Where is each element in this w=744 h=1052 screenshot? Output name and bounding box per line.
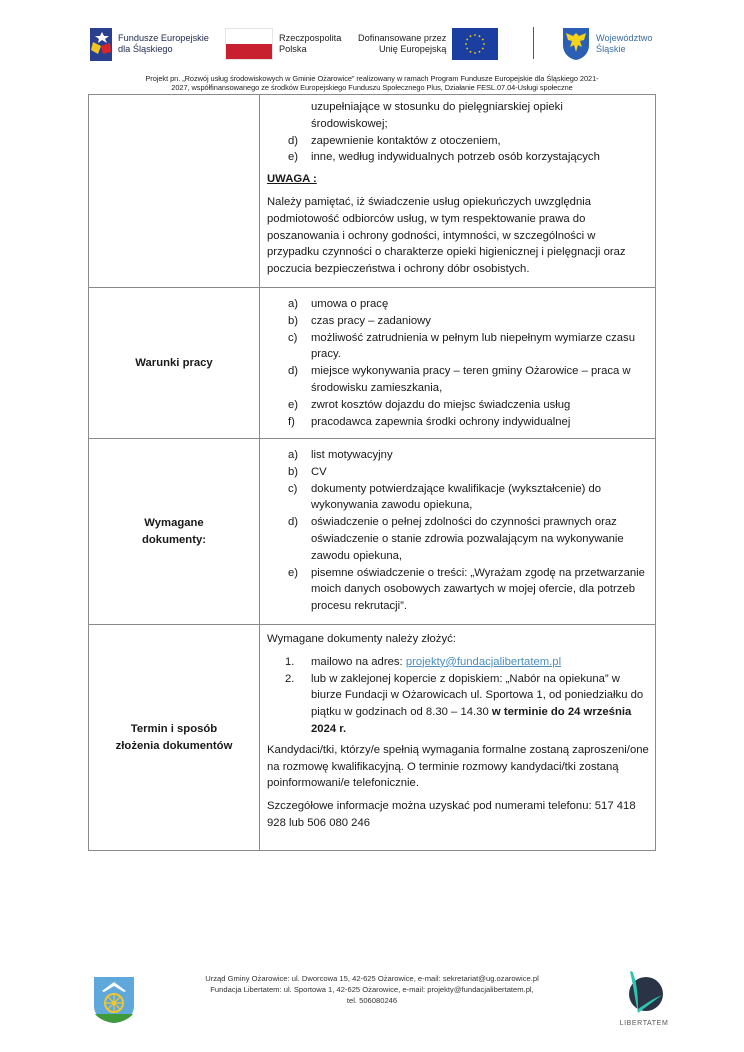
label-line-2: dokumenty: (141, 533, 207, 546)
label-line-1: Wymagane (144, 516, 204, 529)
required-documents-list (267, 447, 649, 615)
logo-divider (533, 27, 534, 59)
table-row-required-documents (89, 439, 656, 625)
list-item: d) miejsce wykonywania pracy – teren gminy Ożarowice – praca w środowisku zamieszkania, (288, 365, 631, 394)
footer-line-2: Fundacja Libertatem: ul. Sportowa 1, 42-625 Ożarowice, e-mail: projekty@fundacjalibertatem.pl, (210, 984, 534, 994)
list-item: d) oświadczenie o pełnej zdolności do czynności prawnych oraz oświadczenie o stanie zdrowia pozwalającym na wykonywanie zawodu opiekuna, (288, 516, 624, 562)
libertatem-mark-icon (624, 969, 664, 1017)
list-item: c) możliwość zatrudnienia w pełnym lub niepełnym wymiarze czasu pracy. (288, 331, 635, 361)
uwaga-heading: UWAGA : (267, 173, 317, 186)
list-item-email: 1. mailowo na adres: projekty@fundacjalibertatem.pl (285, 655, 562, 668)
label-line-2: złożenia dokumentów (115, 739, 233, 752)
row-content-working-conditions (260, 288, 656, 439)
fe-logo-line1: Fundusze Europejskie (118, 33, 209, 43)
eu-logo-line1: Dofinansowane przez (358, 33, 447, 43)
silesian-eagle-shield-icon (562, 27, 590, 61)
header-logos (0, 24, 744, 64)
fundusze-europejskie-logo (90, 24, 209, 64)
rzeczpospolita-logo (225, 24, 341, 64)
working-conditions-list (267, 296, 649, 430)
list-item: c) dokumenty potwierdzające kwalifikacje (wykształcenie) do wykonywania zawodu opiekuna, (288, 482, 602, 512)
submission-intro: Wymagane dokumenty należy złożyć: (267, 633, 456, 645)
list-item: a) umowa o pracę (288, 298, 389, 310)
email-link[interactable]: projekty@fundacjalibertatem.pl (405, 655, 562, 668)
eu-flag-icon (452, 28, 498, 60)
project-description (40, 74, 704, 93)
eu-logo-line2: Unię Europejską (378, 44, 447, 54)
duties-list (267, 99, 649, 166)
label-line-1: Termin i sposób (130, 722, 218, 735)
polish-flag-icon (225, 28, 273, 60)
row-content-required-documents (260, 439, 656, 625)
list-item-envelope: 2. lub w zaklejonej kopercie z dopiskiem: „Nabór na opiekuna” w biurze Fundacji w Ożarowicach ul. Sportowa 1, od poniedziałku do piątku w godzinach od 8.30 – 14.30 w terminie do 24 września 2024 r. (285, 672, 644, 735)
eu-logo (358, 24, 498, 64)
table-row-working-conditions (89, 288, 656, 439)
deadline-text: w terminie do 24 września 2024 r. (311, 706, 632, 735)
pl-logo-line1: Rzeczpospolita (279, 33, 342, 43)
list-item: d) zapewnienie kontaktów z otoczeniem, (288, 134, 501, 147)
row-content-duties (260, 95, 656, 288)
fe-star-icon (90, 28, 112, 61)
footer-line-1: Urząd Gminy Ożarowice: ul. Dworcowa 15, 42-625 Ożarowice, e-mail: sekretariat@ug.ozarowice.pl (205, 974, 539, 983)
list-item: uzupełniające w stosunku do pielęgniarskiej opieki (311, 101, 563, 113)
footer-line-3: tel. 506080246 (346, 995, 398, 1005)
list-item: środowiskowej; (311, 117, 388, 130)
sl-logo-line2: Śląskie (596, 44, 626, 54)
libertatem-logo (614, 969, 674, 1031)
row-label-required-documents (89, 439, 260, 625)
candidates-info: Kandydaci/tki, którzy/e spełnią wymagania formalne zostaną zaproszeni/one na rozmowę kwalifikacyjną. O terminie rozmowy kandydaci/tki zostaną poinformowani/e telefonicznie. (267, 743, 649, 790)
ozarowice-crest-icon (93, 976, 135, 1024)
row-label-empty (89, 95, 260, 288)
fe-logo-line2: dla Śląskiego (118, 44, 173, 54)
list-item: b) czas pracy – zadaniowy (288, 314, 431, 327)
row-label-working-conditions: Warunki pracy (89, 288, 260, 439)
job-offer-table (88, 94, 656, 851)
list-item: a) list motywacyjny (288, 449, 393, 461)
project-line-1: Projekt pn. „Rozwój usług środowiskowych w Gminie Ożarowice” realizowany w ramach Program Fundusze Europejskie dla Śląskiego 2021- (145, 74, 599, 83)
table-row-duties-continued (89, 95, 656, 288)
uwaga-paragraph: Należy pamiętać, iż świadczenie usług opiekuńczych uwzględnia podmiotowość odbiorców usług, w tym respektowanie prawa do poszanowania i ochrony godności, intymności, w szczególności w przypadku czynności o charakterze opieki higienicznej i pielęgnacji oraz poczucia bezpieczeństwa i ochrony dóbr osobistych. (267, 195, 626, 276)
list-item: e) inne, według indywidualnych potrzeb osób korzystających (288, 151, 600, 164)
footer-contact-info (150, 974, 594, 1006)
submission-methods-list (267, 654, 649, 738)
list-item: b) CV (288, 465, 327, 478)
phone-info: Szczegółowe informacje można uzyskać pod numerami telefonu: 517 418 928 lub 506 080 246 (267, 800, 636, 829)
row-label-submission (89, 625, 260, 851)
wojewodztwo-slaskie-logo (562, 24, 653, 64)
list-item: f) pracodawca zapewnia środki ochrony indywidualnej (288, 415, 571, 428)
table-row-submission (89, 625, 656, 851)
project-line-2: 2027, współfinansowanego ze środków Europejskiego Funduszu Społecznego Plus, Działanie FESL.07.04-Usługi społeczne (171, 83, 573, 93)
libertatem-label: LIBERTATEM (619, 1020, 669, 1027)
row-content-submission (260, 625, 656, 851)
pl-logo-line2: Polska (279, 44, 307, 54)
sl-logo-line1: Województwo (596, 33, 653, 43)
list-item: e) pisemne oświadczenie o treści: „Wyrażam zgodę na przetwarzanie moich danych osobowych zawartych w mojej ofercie, dla potrzeb procesu rekrutacji”. (288, 566, 645, 613)
list-item: e) zwrot kosztów dojazdu do miejsc świadczenia usług (288, 398, 571, 411)
